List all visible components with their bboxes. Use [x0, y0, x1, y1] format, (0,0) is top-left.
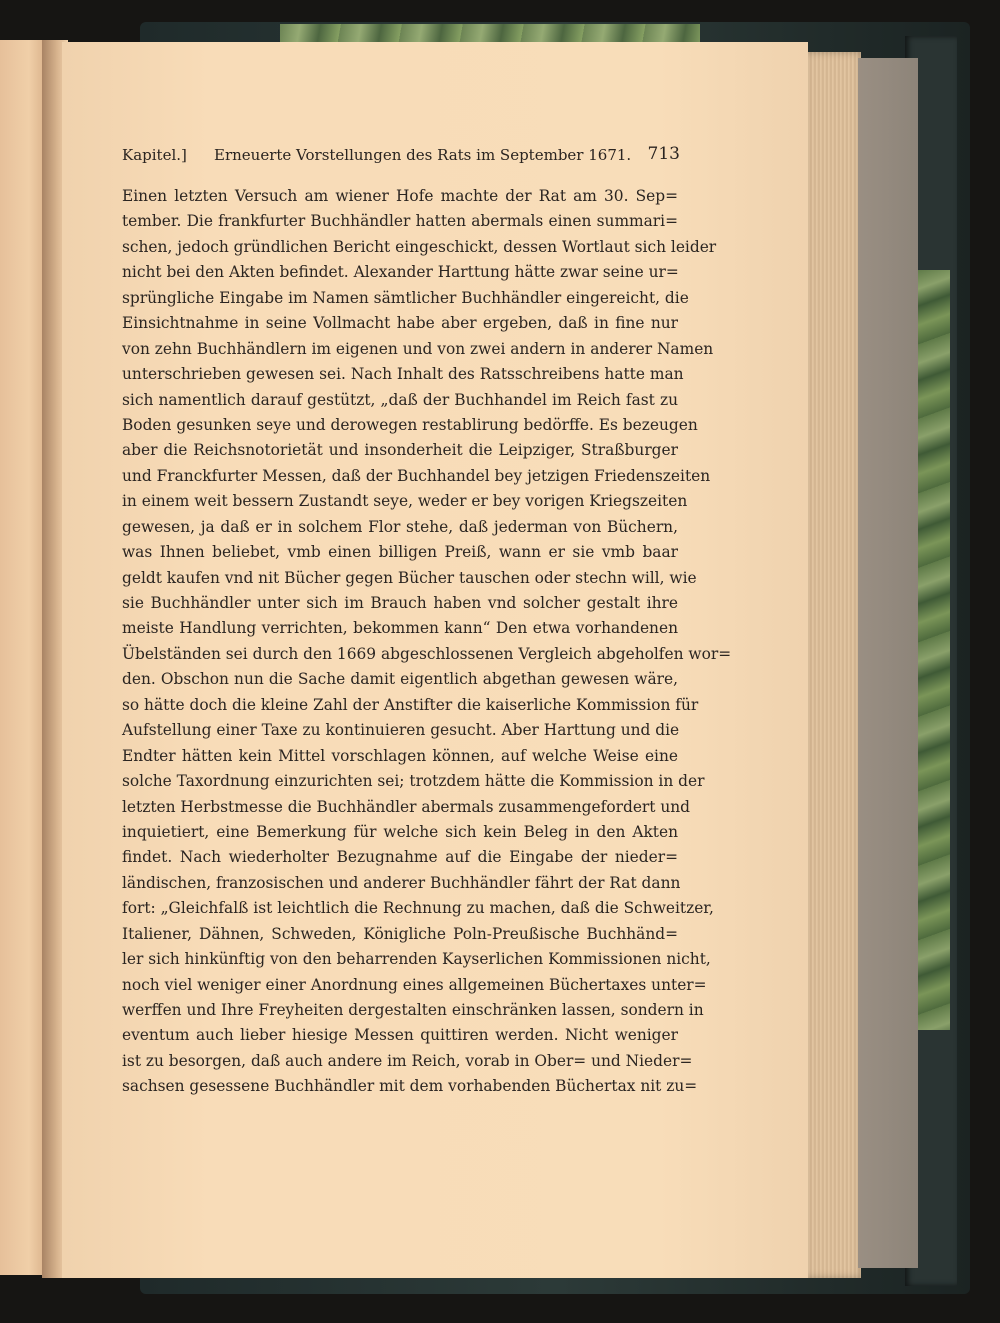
text-line: Übelständen sei durch den 1669 abgeschlossenen Vergleich abgeholfen wor= — [122, 644, 732, 663]
text-line: werffen und Ihre Freyheiten dergestalten einschränken lassen, sondern in — [122, 1001, 704, 1019]
text-line: schen, jedoch gründlichen Bericht eingeschickt, dessen Wortlaut sich leider — [122, 237, 717, 256]
page-edges — [805, 52, 861, 1278]
text-line: ler sich hinkünftig von den beharrenden Kayserlichen Kommissionen nicht, — [122, 950, 711, 969]
text-line: tember. Die frankfurter Buchhändler hatten abermals einen summari= — [122, 212, 678, 231]
text-line: meiste Handlung verrichten, bekommen kann“ Den etwa vorhandenen — [122, 619, 678, 638]
text-line: und Franckfurter Messen, daß der Buchhandel bey jetzigen Friedenszeiten — [122, 466, 711, 485]
text-line: den. Obschon nun die Sache damit eigentlich abgethan gewesen wäre, — [122, 670, 678, 689]
text-line: eventum auch lieber hiesige Messen quittiren werden. Nicht weniger — [122, 1026, 678, 1045]
text-line: von zehn Buchhändlern im eigenen und von zwei andern in anderer Namen — [122, 339, 714, 358]
text-line: Boden gesunken seye und derowegen restablirung bedörffe. Es bezeugen — [122, 415, 698, 434]
text-line: Einen letzten Versuch am wiener Hofe machte der Rat am 30. Sep= — [122, 187, 678, 205]
text-line: sie Buchhändler unter sich im Brauch haben vnd solcher gestalt ihre — [122, 594, 678, 612]
facing-page — [0, 40, 48, 1275]
text-line: solche Taxordnung einzurichten sei; trotzdem hätte die Kommission in der — [122, 772, 705, 791]
text-line: noch viel weniger einer Anordnung eines allgemeinen Büchertaxes unter= — [122, 975, 707, 994]
text-line: sachsen gesessene Buchhändler mit dem vorhabenden Büchertax nit zu= — [122, 1077, 698, 1096]
text-line: Endter hätten kein Mittel vorschlagen können, auf welche Weise eine — [122, 746, 678, 765]
body-text — [122, 184, 732, 1100]
running-head-chapter: Kapitel.] — [122, 146, 187, 164]
text-line: so hätte doch die kleine Zahl der Anstifter die kaiserliche Kommission für — [122, 695, 699, 714]
text-line: fort: „Gleichfalß ist leichtlich die Rechnung zu machen, daß die Schweitzer, — [122, 899, 714, 918]
text-line: gewesen, ja daß er in solchem Flor stehe, daß jederman von Büchern, — [122, 517, 678, 536]
text-line: ist zu besorgen, daß auch andere im Reich, vorab in Ober= und Nieder= — [122, 1051, 693, 1070]
text-line: ländischen, franzosischen und anderer Buchhändler fährt der Rat dann — [122, 873, 681, 892]
text-line: aber die Reichsnotorietät und insonderheit die Leipziger, Straßburger — [122, 441, 678, 460]
text-line: Aufstellung einer Taxe zu kontinuieren gesucht. Aber Harttung und die — [122, 721, 680, 740]
text-line: Einsichtnahme in seine Vollmacht habe aber ergeben, daß in fine nur — [122, 314, 678, 333]
text-line: sich namentlich darauf gestützt, „daß der Buchhandel im Reich fast zu — [122, 390, 678, 409]
text-line: nicht bei den Akten befindet. Alexander Harttung hätte zwar seine ur= — [122, 263, 679, 282]
text-line: Italiener, Dähnen, Schweden, Königliche Poln-Preußische Buchhänd= — [122, 924, 678, 943]
page-number: 713 — [647, 144, 680, 164]
text-line: in einem weit bessern Zustandt seye, weder er bey vorigen Kriegszeiten — [122, 492, 688, 511]
text-line: sprüngliche Eingabe im Namen sämtlicher Buchhändler eingereicht, die — [122, 288, 689, 307]
text-line: geldt kaufen vnd nit Bücher gegen Bücher tauschen oder stechn will, wie — [122, 568, 697, 587]
text-line: was Ihnen beliebet, vmb einen billigen Preiß, wann er sie vmb baar — [122, 543, 678, 562]
text-line: inquietiert, eine Bemerkung für welche sich kein Beleg in den Akten — [122, 822, 678, 841]
text-line: findet. Nach wiederholter Bezugnahme auf die Eingabe der nieder= — [122, 848, 678, 867]
running-head-title: Erneuerte Vorstellungen des Rats im September 1671. — [214, 146, 632, 164]
text-line: letzten Herbstmesse die Buchhändler abermals zusammengefordert und — [122, 797, 691, 816]
flyleaf — [858, 58, 918, 1268]
text-line: unterschrieben gewesen sei. Nach Inhalt des Ratsschreibens hatte man — [122, 365, 684, 384]
running-head — [122, 146, 680, 168]
marbled-board-side — [918, 270, 950, 1030]
